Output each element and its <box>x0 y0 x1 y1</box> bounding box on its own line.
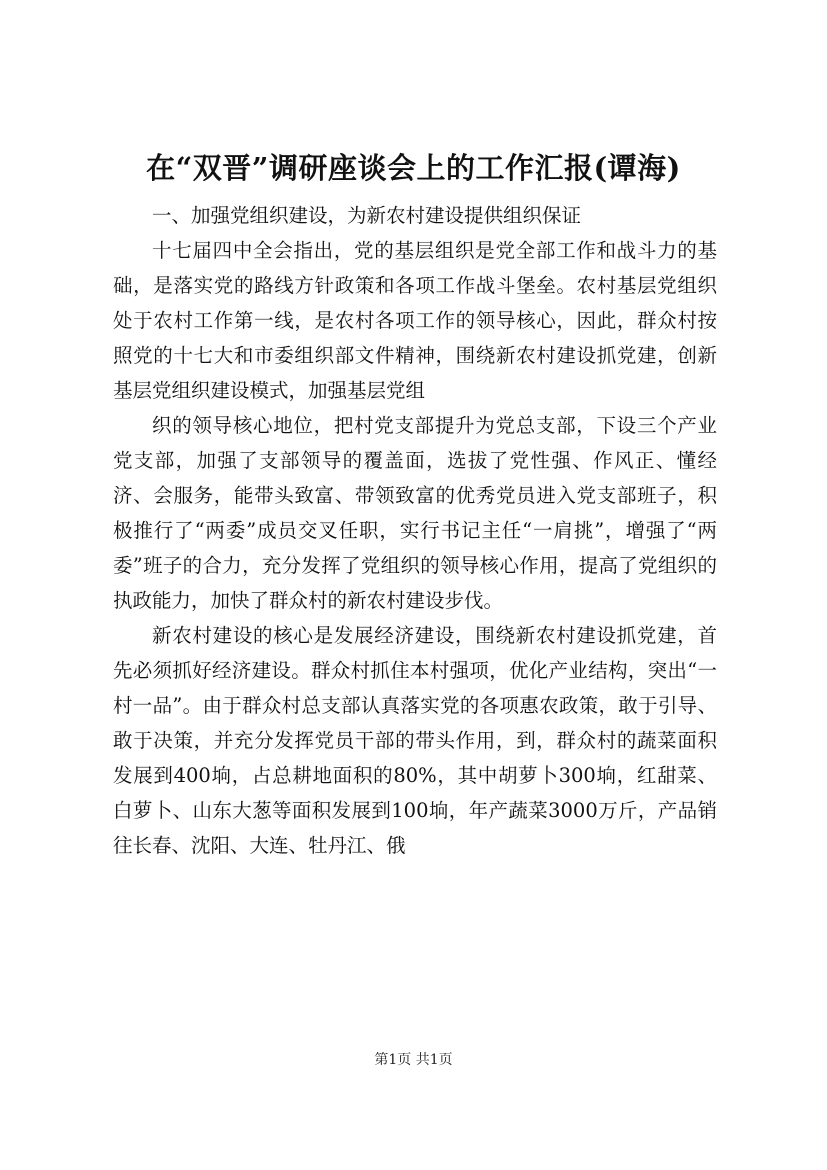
document-title: 在“双晋”调研座谈会上的工作汇报(谭海) <box>146 151 681 185</box>
paragraph: 新农村建设的核心是发展经济建设，围绕新农村建设抓党建，首先必须抓好经济建设。群众村抓住本村强项，优化产业结构，突出“一村一品”。由于群众村总支部认真落实党的各项惠农政策，敢于引导、敢于决策，并充分发挥党员干部的带头作用，到，群众村的蔬菜面积发展到400垧，占总耕地面积的80%，其中胡萝卜300垧，红甜菜、白萝卜、山东大葱等面积发展到100垧，年产蔬菜3000万斤，产品销往长春、沈阳、大连、牡丹江、俄 <box>113 624 717 857</box>
section-heading: 一、加强党组织建设，为新农村建设提供组织保证 <box>152 204 582 227</box>
paragraph: 织的领导核心地位，把村党支部提升为党总支部，下设三个产业党支部，加强了支部领导的覆盖面，选拔了党性强、作风正、懂经济、会服务，能带头致富、带领致富的优秀党员进入党支部班子，积极推行了“两委”成员交叉任职，实行书记主任“一肩挑”，增强了“两委”班子的合力，充分发挥了党组织的领导核心作用，提高了党组织的执政能力，加快了群众村的新农村建设步伐。 <box>113 414 717 612</box>
page-footer: 第1页 共1页 <box>374 1052 453 1068</box>
document-body <box>113 198 717 863</box>
paragraph: 十七届四中全会指出，党的基层组织是党全部工作和战斗力的基础，是落实党的路线方针政策和各项工作战斗堡垒。农村基层党组织处于农村工作第一线，是农村各项工作的领导核心，因此，群众村按照党的十七大和市委组织部文件精神，围绕新农村建设抓党建，创新基层党组织建设模式，加强基层党组 <box>113 239 717 402</box>
